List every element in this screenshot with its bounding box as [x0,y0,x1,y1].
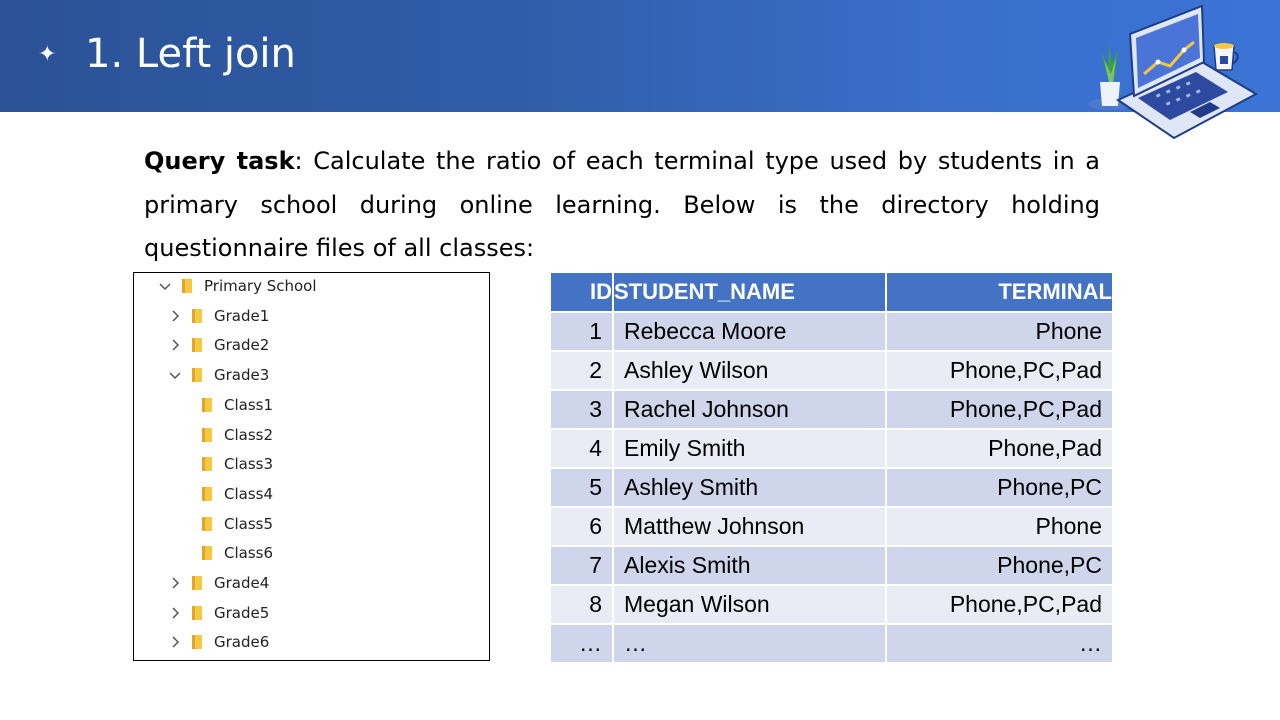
title-banner [0,0,1280,112]
cell-id: 2 [551,351,613,390]
cell-terminal: Phone,PC,Pad [886,351,1113,390]
tree-item[interactable] [168,304,269,328]
folder-icon [192,337,202,353]
tree-item[interactable] [158,274,317,298]
folder-icon [202,456,212,472]
tree-item-label: Class1 [224,395,274,414]
query-task-text: : Calculate the ratio of each terminal type used by students in a primary school during online learning. Below is the directory holding questionnaire files of all classes: [144,147,1101,262]
table-row [551,507,1113,546]
tree-item[interactable] [168,601,269,625]
cell-student-name: Ashley Wilson [613,351,886,390]
column-header-terminal: TERMINAL [886,273,1113,312]
laptop-illustration [1078,0,1280,148]
table-row [551,390,1113,429]
chevron-right-icon[interactable] [168,635,182,649]
chevron-right-icon[interactable] [168,338,182,352]
cell-terminal: … [886,624,1113,663]
tree-item-label: Primary School [204,277,317,295]
cell-terminal: Phone [886,312,1113,351]
cell-student-name: Emily Smith [613,429,886,468]
cell-terminal: Phone [886,507,1113,546]
cell-id: … [551,624,613,663]
tree-item[interactable] [202,541,273,565]
folder-icon [202,397,212,413]
chevron-right-icon[interactable] [168,309,182,323]
tree-item-label: Grade1 [214,306,270,325]
tree-item[interactable] [202,512,273,536]
tree-item[interactable] [168,571,269,595]
tree-item-label: Grade6 [214,633,270,652]
page-title: 1. Left join [85,31,296,77]
folder-icon [192,575,202,591]
four-point-star-icon: ✦ [38,42,57,67]
cell-student-name: Matthew Johnson [613,507,886,546]
tree-item-label: Grade5 [214,603,270,622]
cell-id: 5 [551,468,613,507]
folder-icon [192,367,202,383]
directory-tree [133,272,490,661]
table-header-row [551,273,1113,312]
chevron-down-icon[interactable] [158,279,172,293]
student-terminal-table [551,273,1114,664]
cell-terminal: Phone,Pad [886,429,1113,468]
column-header-student-name: STUDENT_NAME [613,273,886,312]
cell-student-name: Rachel Johnson [613,390,886,429]
chevron-down-icon[interactable] [168,368,182,382]
tree-item[interactable] [202,423,273,447]
query-task-paragraph [144,140,1100,271]
query-task-label: Query task [144,147,295,175]
tree-item-label: Grade4 [214,574,270,592]
folder-icon [202,516,212,532]
cell-terminal: Phone,PC [886,468,1113,507]
cell-id: 8 [551,585,613,624]
cell-id: 1 [551,312,613,351]
cell-terminal: Phone,PC [886,546,1113,585]
table-row [551,585,1113,624]
column-header-id: ID [551,273,613,312]
cell-id: 7 [551,546,613,585]
tree-item[interactable] [202,452,273,476]
tree-item-label: Class3 [224,455,274,474]
cell-id: 4 [551,429,613,468]
tree-item[interactable] [202,482,273,506]
table-row [551,312,1113,351]
cell-student-name: Ashley Smith [613,468,886,507]
cell-id: 6 [551,507,613,546]
tree-item[interactable] [168,333,269,357]
tree-item[interactable] [168,630,269,654]
tree-item-label: Class5 [224,514,274,533]
tree-item-label: Class4 [224,484,274,503]
cell-id: 3 [551,390,613,429]
table-row [551,624,1113,663]
folder-icon [202,545,212,561]
tree-item-label: Grade3 [214,366,270,385]
folder-icon [192,634,202,650]
tree-item-label: Class6 [224,544,274,563]
cell-terminal: Phone,PC,Pad [886,390,1113,429]
cell-terminal: Phone,PC,Pad [886,585,1113,624]
tree-item[interactable] [202,393,273,417]
folder-icon [182,278,192,294]
table-row [551,351,1113,390]
chevron-right-icon[interactable] [168,606,182,620]
cell-student-name: Rebecca Moore [613,312,886,351]
tree-item-label: Grade2 [214,336,270,355]
folder-icon [202,486,212,502]
tree-item[interactable] [168,363,269,387]
cell-student-name: … [613,624,886,663]
cell-student-name: Alexis Smith [613,546,886,585]
cell-student-name: Megan Wilson [613,585,886,624]
folder-icon [192,308,202,324]
table-row [551,468,1113,507]
folder-icon [192,605,202,621]
tree-item-label: Class2 [224,425,274,444]
table-row [551,546,1113,585]
table-row [551,429,1113,468]
chevron-right-icon[interactable] [168,576,182,590]
folder-icon [202,427,212,443]
